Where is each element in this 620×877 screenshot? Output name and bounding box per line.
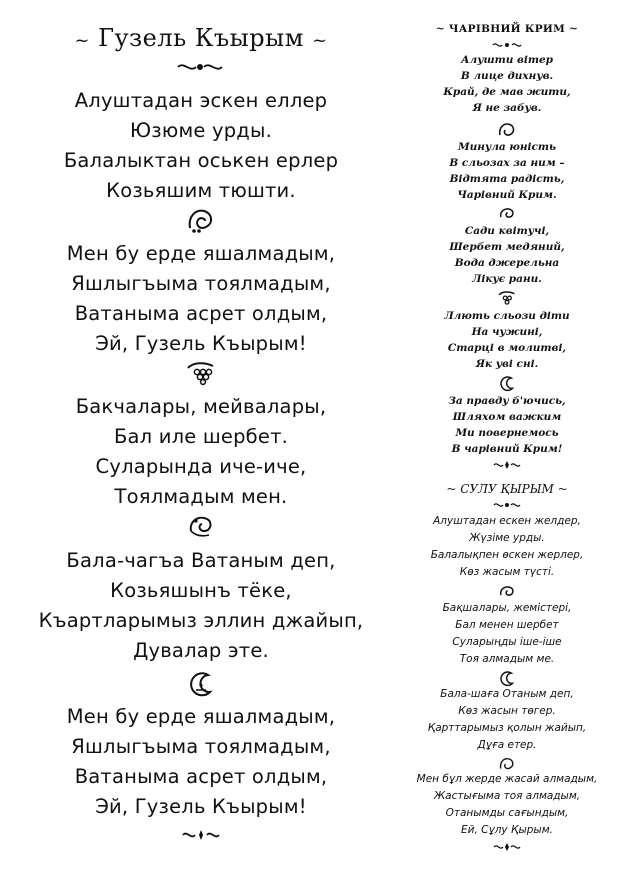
ukrainian-verse-line: Сади квітучі, — [464, 225, 550, 237]
verse-line: Яшлыгъыма тоялмадым, — [71, 735, 331, 758]
verse-line: Бал иле шербет. — [113, 425, 289, 448]
kazakh-verse-line: Қарттарымыз қолын жайып, — [427, 722, 587, 734]
verse-line: Тоялмадым мен. — [114, 485, 288, 508]
ukrainian-verse-line: Лікує рани. — [472, 273, 542, 285]
ukrainian-poem-title: ЧАРІВНИЙ КРИМ — [448, 23, 566, 35]
floral-divider-icon — [181, 828, 221, 842]
ukrainian-verse-line: Шербет медяний, — [449, 241, 565, 253]
verse-line: Эй, Гузель Къырым! — [95, 332, 307, 355]
kazakh-verse-line: Көз жасым түсті. — [459, 566, 555, 578]
kazakh-verse-line: Балалықпен өскен жерлер, — [430, 549, 584, 561]
verse-line: Яшлыгъыма тоялмадым, — [71, 272, 331, 295]
ukrainian-verse-line: Ллють сльози діти — [444, 310, 570, 322]
ukrainian-verse-line: Я не забув. — [472, 102, 542, 114]
swash-icon: ~ — [74, 30, 90, 51]
ukrainian-verse-line: Край, де мав жити, — [443, 86, 571, 98]
crescent-ornament-icon — [497, 670, 517, 687]
ukrainian-poem-title-block — [394, 23, 620, 35]
vine-ornament-icon — [186, 206, 216, 234]
ukrainian-verse-line: За правду б'ючись, — [448, 395, 566, 407]
verse-line: Ватаныма асрет олдым, — [74, 302, 328, 325]
ukrainian-verse-line: В сльозах за ним – — [449, 157, 565, 169]
poem-title-block — [0, 24, 402, 52]
swash-icon: ~ — [312, 30, 328, 51]
crescent-ornament-icon — [497, 375, 517, 392]
verse-line: Эй, Гузель Къырым! — [95, 795, 307, 818]
verse-line: Дувалар эте. — [133, 639, 269, 662]
kazakh-verse-line: Көз жасын төгер. — [458, 705, 556, 717]
kazakh-verse-line: Бақшалары, жемістері, — [442, 602, 572, 614]
ukrainian-verse-line: Алушти вітер — [460, 54, 554, 66]
kazakh-verse-line: Отанымды сағындым, — [445, 807, 569, 819]
verse-line: Мен бу ерде яшалмадым, — [66, 242, 336, 265]
leaf-ornament-icon — [497, 206, 517, 222]
ukrainian-verse-line: На чужині, — [471, 326, 543, 338]
vine-ornament-icon — [497, 121, 517, 139]
verse-line: Ватаныма асрет олдым, — [74, 765, 328, 788]
kazakh-verse-line: Жүзіме урды. — [469, 532, 545, 544]
ukrainian-verse-line: Минула юність — [458, 141, 556, 153]
verse-line: Къартларымыз эллин джайып, — [38, 609, 364, 632]
vine-ornament-icon — [497, 756, 517, 772]
ukrainian-verse-line: Шляхом важким — [452, 411, 562, 423]
swash-icon: ~ — [446, 482, 461, 496]
kazakh-verse-line: Мен бұл жерде жасай алмадым, — [416, 773, 598, 785]
verse-line: Суларында иче-иче, — [95, 455, 307, 478]
kazakh-poem-title-block — [394, 482, 620, 496]
verse-line: Козьяшынъ тёке, — [110, 579, 292, 602]
floral-divider-icon — [492, 842, 522, 852]
ukrainian-verse-line: Як уві сні. — [475, 358, 539, 370]
ukrainian-verse-line: Ми повернемось — [455, 427, 559, 439]
ukrainian-verse-line: Вода джерельна — [454, 257, 560, 269]
swash-icon: ~ — [553, 482, 568, 496]
swash-icon: ~ — [565, 23, 579, 35]
verse-line: Юзюме урды. — [130, 119, 272, 142]
floral-divider-icon — [491, 40, 523, 50]
kazakh-verse-line: Жастығыма тоя алмадым, — [433, 790, 581, 802]
grape-ornament-icon — [496, 290, 518, 306]
verse-line: Мен бу ерде яшалмадым, — [66, 705, 336, 728]
floral-divider-icon — [176, 60, 224, 74]
ukrainian-verse-line: Старці в молитві, — [447, 342, 567, 354]
leaf-ornament-icon — [497, 584, 517, 600]
kazakh-verse-line: Бал менен шербет — [455, 619, 559, 631]
kazakh-verse-line: Алуштадан ескен желдер, — [433, 515, 581, 527]
verse-line: Козьяшим тюшти. — [106, 179, 296, 202]
poem-title: Гузель Къырым — [98, 24, 304, 52]
ukrainian-verse-line: В чарівний Крим! — [451, 443, 563, 455]
verse-line: Бала-чагъа Ватаным деп, — [66, 549, 336, 572]
kazakh-poem-title: СУЛУ ҚЫРЫМ — [460, 482, 554, 496]
ukrainian-verse-line: Чарівний Крим. — [457, 189, 557, 201]
ukrainian-verse-line: В лице дихнув. — [460, 70, 554, 82]
crescent-ornament-icon — [186, 670, 216, 698]
verse-line: Балалыктан оськен ерлер — [63, 149, 339, 172]
ukrainian-verse-line: Відтята радість, — [449, 173, 565, 185]
verse-line: Бакчалары, мейвалары, — [75, 395, 327, 418]
verse-line: Алуштадан эскен еллер — [74, 89, 328, 112]
kazakh-verse-line: Суларыңды іше-іше — [452, 636, 562, 648]
grape-ornament-icon — [185, 360, 217, 386]
kazakh-verse-line: Дұға етер. — [477, 739, 537, 751]
floral-divider-icon — [492, 500, 522, 510]
leaf-ornament-icon — [187, 513, 215, 539]
kazakh-verse-line: Бала-шаға Отаным деп, — [440, 688, 574, 700]
swash-icon: ~ — [435, 23, 449, 35]
floral-divider-icon — [492, 460, 522, 470]
kazakh-verse-line: Ей, Сұлу Қырым. — [461, 824, 553, 836]
kazakh-verse-line: Тоя алмадым ме. — [459, 653, 555, 665]
